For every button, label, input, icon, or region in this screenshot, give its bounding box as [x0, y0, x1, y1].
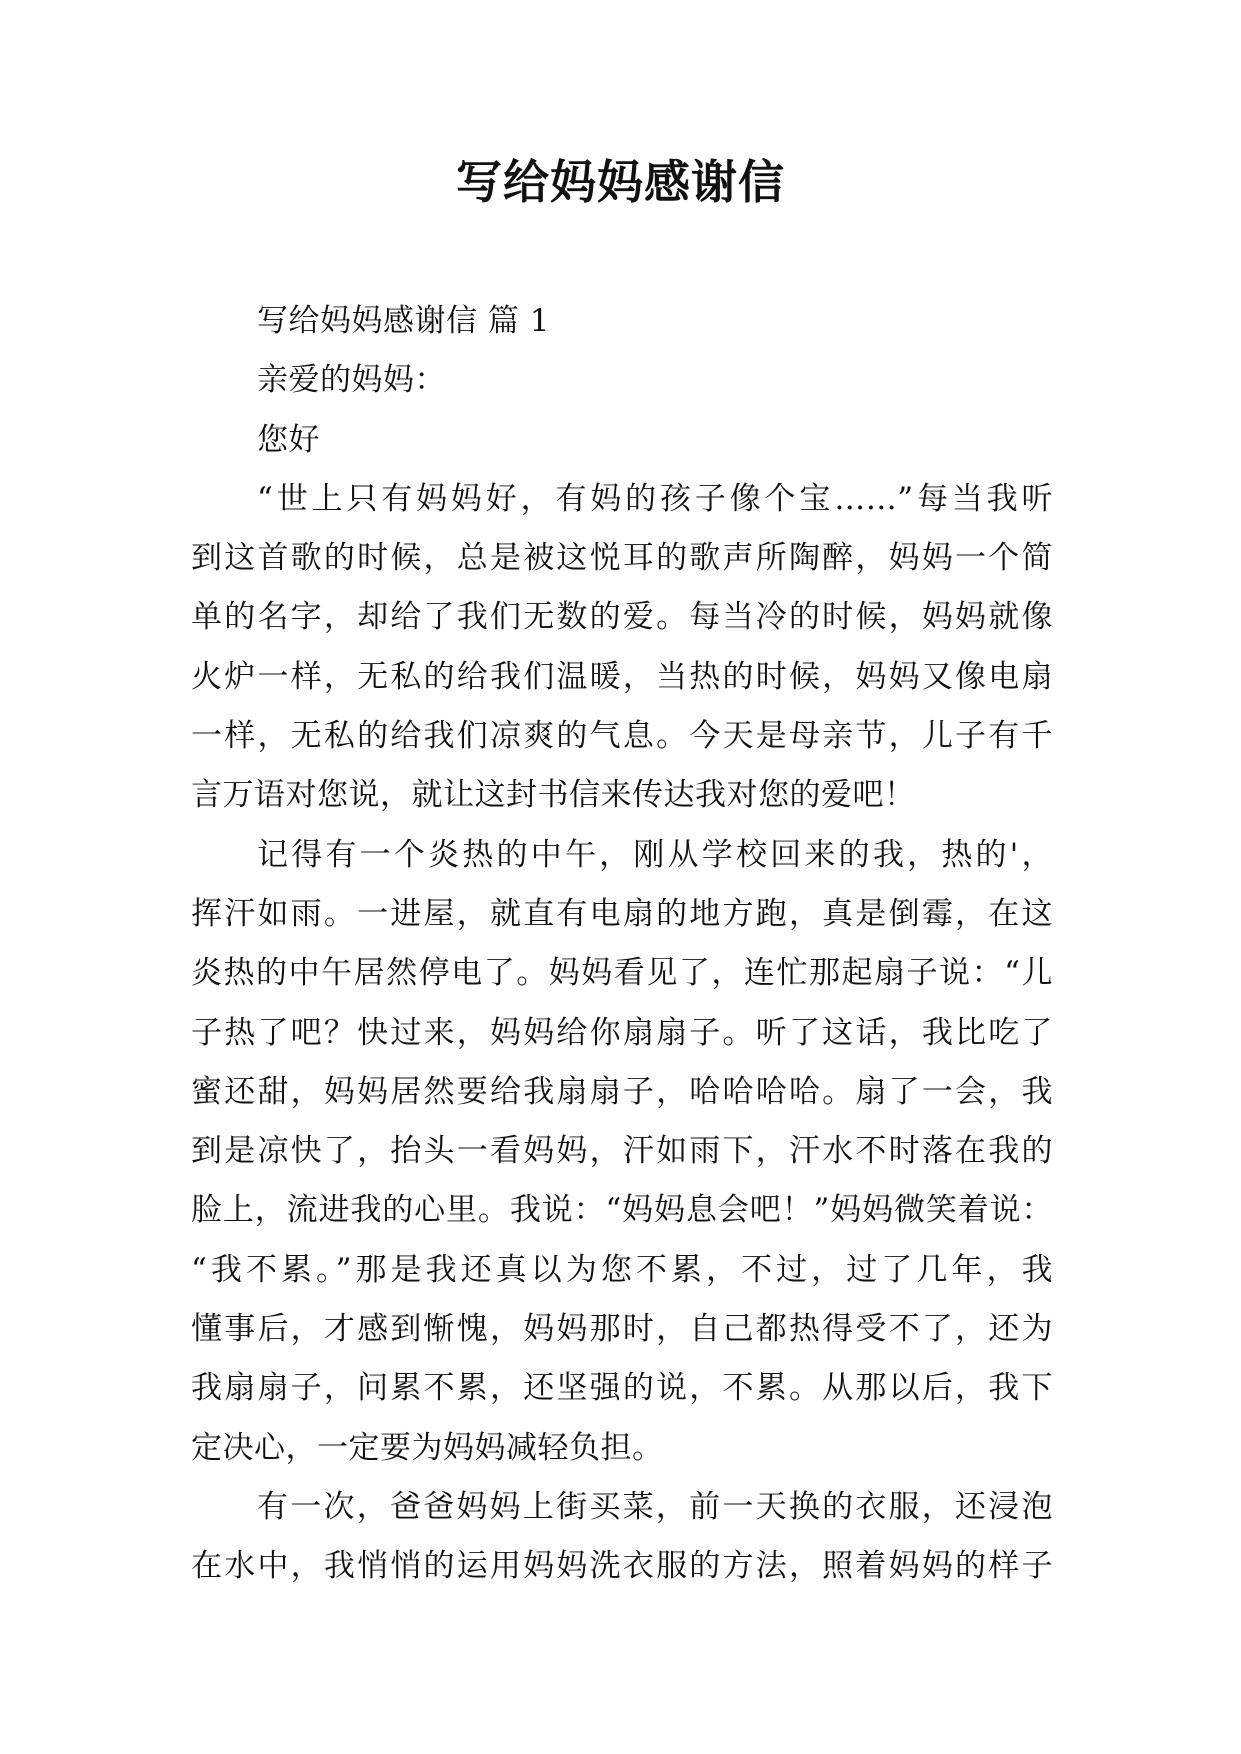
paragraph-line: 到这首歌的时候，总是被这悦耳的歌声所陶醉，妈妈一个简 [191, 540, 1053, 577]
paragraph-line: 蜜还甜，妈妈居然要给我扇扇子，哈哈哈哈。扇了一会，我 [191, 1073, 1053, 1110]
paragraph-line: 到是凉快了，抬头一看妈妈，汗如雨下，汗水不时落在我的 [191, 1133, 1053, 1170]
paragraph-1 [191, 470, 1053, 826]
paragraph-line: 单的名字，却给了我们无数的爱。每当冷的时候，妈妈就像 [191, 599, 1053, 636]
document-title: 写给妈妈感谢信 [456, 155, 785, 209]
paragraph-line: 有一次，爸爸妈妈上街买菜，前一天换的衣服，还浸泡 [257, 1488, 1053, 1525]
paragraph-line: 懂事后，才感到惭愧，妈妈那时，自己都热得受不了，还为 [191, 1311, 1053, 1348]
letter-body [191, 292, 1053, 1597]
paragraph-line: 言万语对您说，就让这封书信来传达我对您的爱吧！ [191, 777, 916, 814]
paragraph-3 [191, 1478, 1053, 1597]
greeting-line: 亲爱的妈妈： [257, 362, 446, 399]
paragraph-line: 记得有一个炎热的中午，刚从学校回来的我，热的'， [257, 836, 1053, 873]
paragraph-line: “世上只有妈妈好，有妈的孩子像个宝……”每当我听 [257, 480, 1053, 517]
paragraph-line: 定决心，一定要为妈妈减轻负担。 [191, 1429, 664, 1466]
paragraph-2 [191, 826, 1053, 1478]
paragraph-line: 在水中，我悄悄的运用妈妈洗衣服的方法，照着妈妈的样子 [191, 1548, 1053, 1585]
paragraph-line: 我扇扇子，问累不累，还坚强的说，不累。从那以后，我下 [191, 1370, 1053, 1407]
paragraph-line: “我不累。”那是我还真以为您不累，不过，过了几年，我 [191, 1251, 1053, 1288]
paragraph-line: 脸上，流进我的心里。我说：“妈妈息会吧！”妈妈微笑着说： [191, 1192, 1053, 1229]
paragraph-line: 炎热的中午居然停电了。妈妈看见了，连忙那起扇子说：“儿 [191, 955, 1053, 992]
paragraph-line: 一样，无私的给我们凉爽的气息。今天是母亲节，儿子有千 [191, 718, 1053, 755]
section-heading: 写给妈妈感谢信 篇 1 [257, 303, 550, 339]
salutation-line: 您好 [257, 421, 320, 458]
paragraph-line: 子热了吧？快过来，妈妈给你扇扇子。听了这话，我比吃了 [191, 1014, 1053, 1051]
paragraph-line: 火炉一样，无私的给我们温暖，当热的时候，妈妈又像电扇 [191, 658, 1053, 695]
paragraph-line: 挥汗如雨。一进屋，就直有电扇的地方跑，真是倒霉，在这 [191, 895, 1053, 932]
